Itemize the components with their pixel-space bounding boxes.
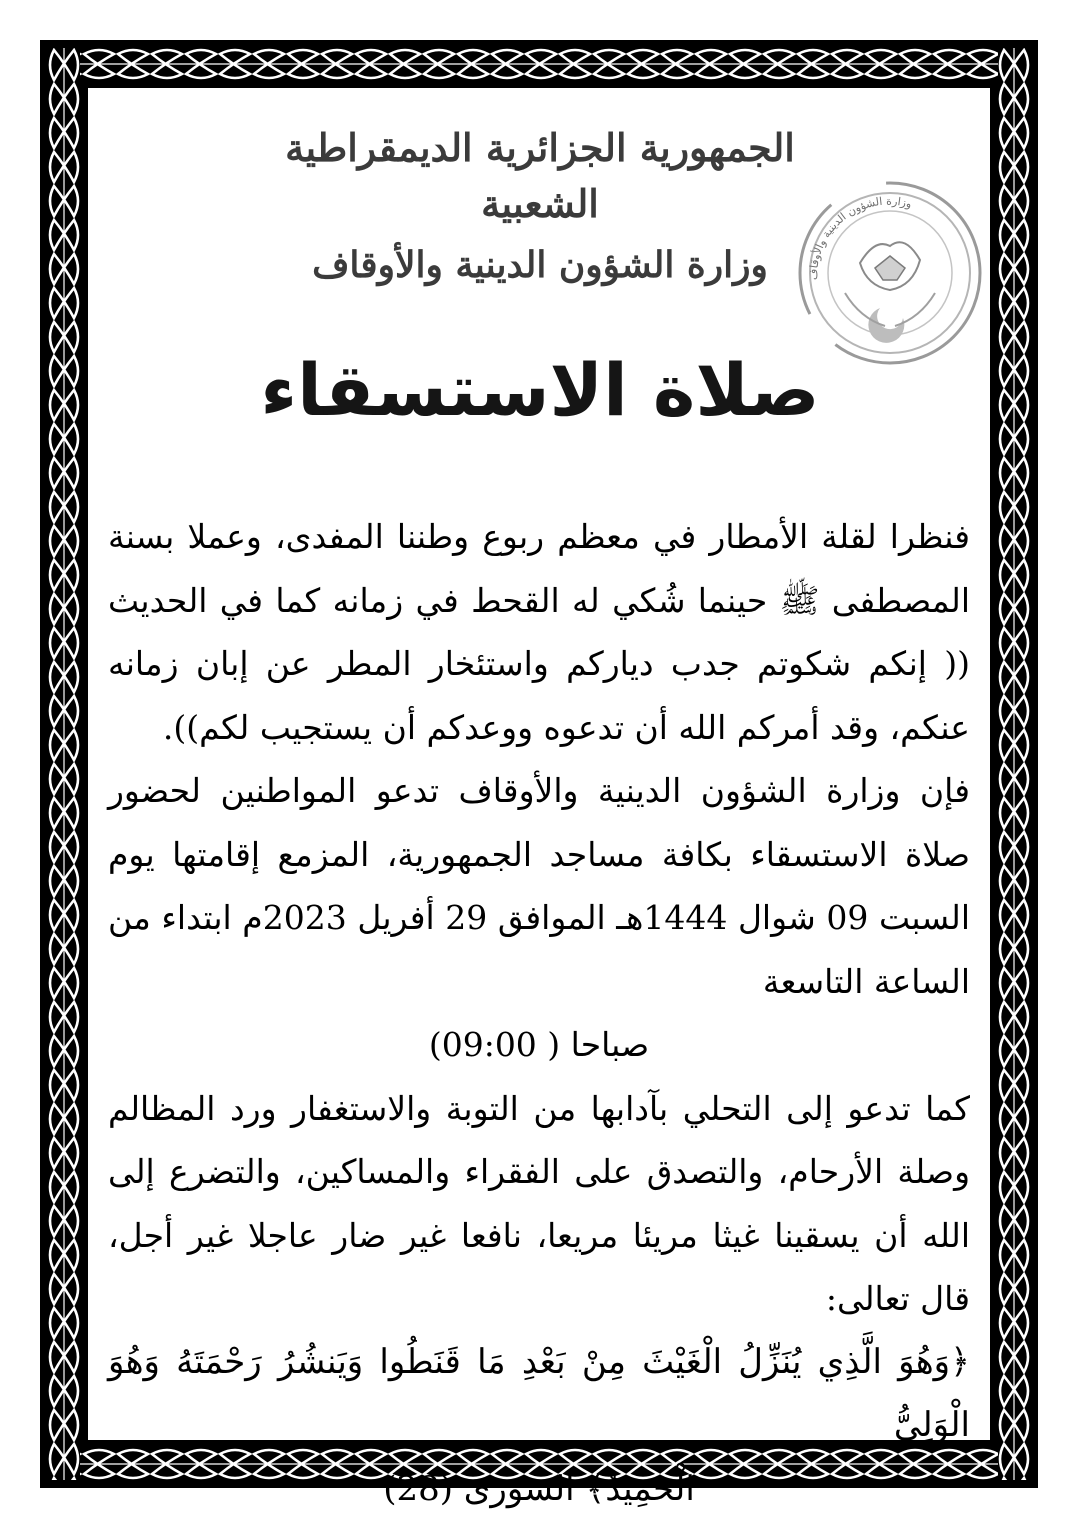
- prayer-time: صباحا ( 09:00): [428, 1025, 650, 1064]
- announcement-body: [108, 505, 970, 1521]
- celtic-knot-border-left: [48, 48, 80, 1480]
- celtic-knot-border-top: [48, 48, 1030, 80]
- page-title: صلاة الاستسقاء: [260, 348, 820, 432]
- paragraph-invitation: فإن وزارة الشؤون الدينية والأوقاف تدعو المواطنين لحضور صلاة الاستسقاء بكافة مساجد الجمهورية، المزمع إقامتها يوم السبت 09 شوال 1444هـ الموافق 29 أفريل 2023م ابتداء من الساعة التاسعة: [108, 771, 971, 1001]
- paragraph-recommendations: كما تدعو إلى التحلي بآدابها من التوبة والاستغفار ورد المظالم وصلة الأرحام، والتصدق على الفقراء والمساكين، والتضرع إلى الله أن يسقينا غيثا مريئا مريعا، نافعا غير ضار عاجلا غير أجل، قال تعالى:: [108, 1088, 970, 1318]
- seal-text: وزارة الشؤون الدينية والأوقاف: [806, 194, 914, 281]
- ministry-name: وزارة الشؤون الدينية والأوقاف: [312, 244, 768, 286]
- celtic-knot-border-right: [998, 48, 1030, 1480]
- republic-name: الجمهورية الجزائرية الديمقراطية الشعبية: [285, 125, 795, 226]
- paragraph-intro: فنظرا لقلة الأمطار في معظم ربوع وطننا المفدى، وعملا بسنة المصطفى ﷺ حينما شُكي له القحط في زمانه كما في الحديث (( إنكم شكوتم جدب دياركم واستئخار المطر عن إبان زمانه عنكم، وقد أمركم الله أن تدعوه ووعدكم أن يستجيب لكم)).: [108, 517, 970, 747]
- letterhead: [250, 120, 830, 292]
- quran-verse-reference: الْحَمِيدُ﴾ الشورى (28): [383, 1468, 695, 1509]
- quran-verse: ﴿وَهُوَ الَّذِي يُنَزِّلُ الْغَيْثَ مِنْ بَعْدِ مَا قَنَطُوا وَيَنشُرُ رَحْمَتَهُ وَهُوَ الْوَلِيُّ: [108, 1341, 970, 1445]
